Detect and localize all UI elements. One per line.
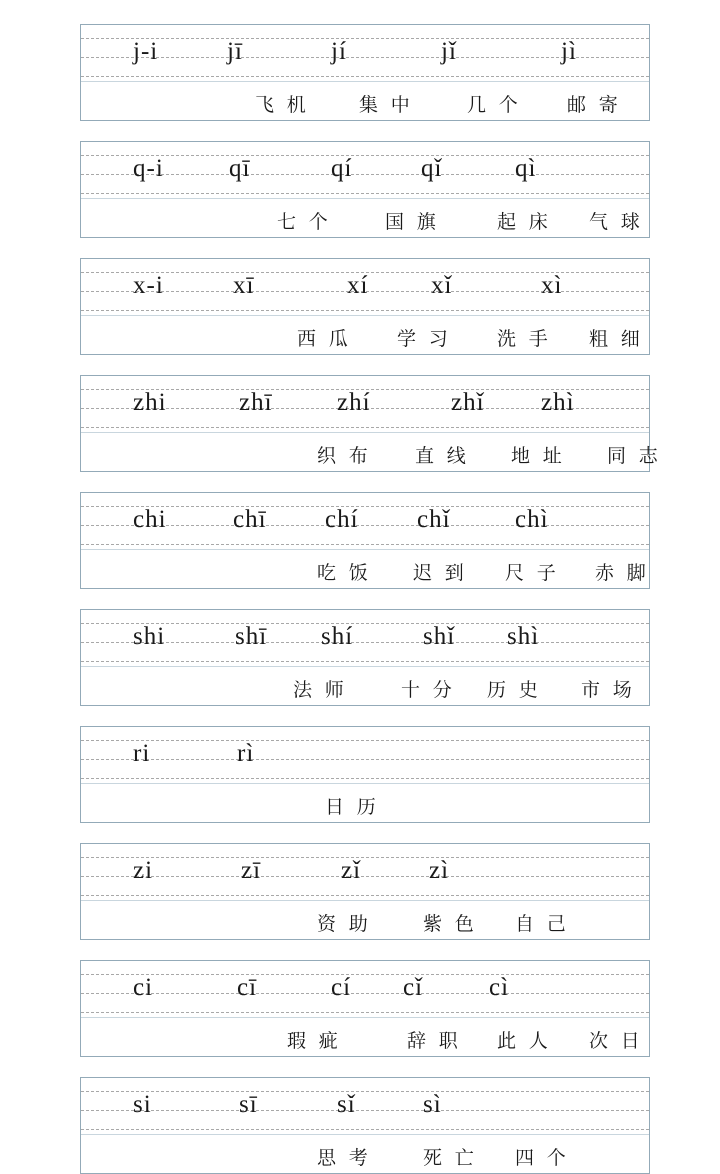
pinyin-syllable: sī bbox=[239, 1091, 258, 1118]
hanzi-word: 地 址 bbox=[511, 446, 566, 467]
hanzi-words-container bbox=[107, 1135, 633, 1173]
hanzi-word: 尺 子 bbox=[505, 563, 560, 584]
pinyin-staff bbox=[81, 259, 649, 315]
pinyin-syllable: jī bbox=[227, 38, 243, 65]
hanzi-word: 此 人 bbox=[497, 1031, 552, 1052]
hanzi-words-line bbox=[81, 784, 649, 822]
pinyin-syllable: cì bbox=[489, 974, 510, 1001]
pinyin-row-block bbox=[80, 609, 650, 706]
pinyin-syllable: chǐ bbox=[417, 506, 451, 533]
pinyin-syllable: rì bbox=[237, 740, 255, 767]
pinyin-staff bbox=[81, 610, 649, 666]
hanzi-words-container bbox=[107, 199, 644, 237]
pinyin-head-label: chi bbox=[133, 506, 167, 533]
hanzi-word: 洗 手 bbox=[497, 329, 552, 350]
hanzi-words-line bbox=[81, 1018, 649, 1056]
pinyin-staff bbox=[81, 142, 649, 198]
pinyin-row-block bbox=[80, 141, 650, 238]
hanzi-word: 起 床 bbox=[497, 212, 552, 233]
pinyin-syllable: shī bbox=[235, 623, 268, 650]
hanzi-words-line bbox=[81, 901, 649, 939]
pinyin-syllable: shì bbox=[507, 623, 540, 650]
pinyin-syllable: xǐ bbox=[431, 272, 453, 299]
pinyin-syllable-container bbox=[81, 376, 649, 432]
hanzi-word: 集 中 bbox=[359, 95, 414, 116]
hanzi-words-line bbox=[81, 316, 649, 354]
hanzi-words-container bbox=[107, 316, 644, 354]
hanzi-words-line bbox=[81, 199, 649, 237]
pinyin-syllable: shǐ bbox=[423, 623, 456, 650]
pinyin-staff bbox=[81, 493, 649, 549]
pinyin-head-label: zi bbox=[133, 857, 154, 884]
pinyin-head-label: q-i bbox=[133, 155, 164, 182]
pinyin-syllable: zhǐ bbox=[451, 389, 485, 416]
pinyin-syllable-container bbox=[81, 25, 649, 81]
hanzi-word: 历 史 bbox=[487, 680, 542, 701]
pinyin-syllable-container bbox=[81, 493, 649, 549]
hanzi-word: 市 场 bbox=[581, 680, 636, 701]
hanzi-word: 同 志 bbox=[607, 446, 662, 467]
pinyin-syllable: cǐ bbox=[403, 974, 424, 1001]
pinyin-head-label: zhi bbox=[133, 389, 167, 416]
hanzi-words-container bbox=[107, 433, 662, 471]
pinyin-staff bbox=[81, 376, 649, 432]
hanzi-words-line bbox=[81, 82, 649, 120]
hanzi-word: 飞 机 bbox=[255, 95, 310, 116]
hanzi-words-container bbox=[107, 550, 650, 588]
pinyin-staff bbox=[81, 727, 649, 783]
pinyin-row-block bbox=[80, 492, 650, 589]
hanzi-words-container bbox=[107, 667, 636, 705]
pinyin-syllable: zhí bbox=[337, 389, 371, 416]
pinyin-syllable: sǐ bbox=[337, 1091, 356, 1118]
hanzi-words-line bbox=[81, 1135, 649, 1173]
pinyin-syllable: sì bbox=[423, 1091, 442, 1118]
hanzi-words-container bbox=[107, 82, 633, 120]
hanzi-word: 国 旗 bbox=[385, 212, 440, 233]
hanzi-word: 迟 到 bbox=[413, 563, 468, 584]
pinyin-syllable: xí bbox=[347, 272, 369, 299]
pinyin-syllable: qí bbox=[331, 155, 353, 182]
hanzi-word: 辞 职 bbox=[407, 1031, 462, 1052]
hanzi-word: 自 己 bbox=[515, 914, 570, 935]
pinyin-syllable: cī bbox=[237, 974, 258, 1001]
pinyin-row-block bbox=[80, 24, 650, 121]
hanzi-word: 十 分 bbox=[401, 680, 456, 701]
pinyin-staff bbox=[81, 25, 649, 81]
pinyin-row-block bbox=[80, 375, 662, 472]
hanzi-word: 织 布 bbox=[317, 446, 372, 467]
pinyin-syllable: zǐ bbox=[341, 857, 362, 884]
hanzi-words-container bbox=[107, 1018, 644, 1056]
pinyin-head-label: shi bbox=[133, 623, 166, 650]
pinyin-syllable: zī bbox=[241, 857, 262, 884]
hanzi-word: 法 师 bbox=[293, 680, 348, 701]
pinyin-head-label: x-i bbox=[133, 272, 164, 299]
pinyin-syllable: qǐ bbox=[421, 155, 443, 182]
pinyin-syllable-container bbox=[81, 727, 649, 783]
pinyin-syllable-container bbox=[81, 844, 649, 900]
hanzi-word: 学 习 bbox=[397, 329, 452, 350]
hanzi-word: 紫 色 bbox=[423, 914, 478, 935]
hanzi-word: 粗 细 bbox=[589, 329, 644, 350]
pinyin-staff bbox=[81, 961, 649, 1017]
pinyin-syllable: chí bbox=[325, 506, 359, 533]
hanzi-words-line bbox=[81, 550, 649, 588]
pinyin-head-label: j-i bbox=[133, 38, 159, 65]
hanzi-words-container bbox=[107, 901, 633, 939]
hanzi-word: 气 球 bbox=[589, 212, 644, 233]
hanzi-word: 死 亡 bbox=[423, 1148, 478, 1169]
pinyin-syllable: xì bbox=[541, 272, 563, 299]
hanzi-word: 邮 寄 bbox=[567, 95, 622, 116]
hanzi-word: 几 个 bbox=[467, 95, 522, 116]
pinyin-syllable: zhì bbox=[541, 389, 575, 416]
pinyin-syllable: jí bbox=[331, 38, 347, 65]
pinyin-row-block bbox=[80, 843, 650, 940]
pinyin-syllable: qī bbox=[229, 155, 251, 182]
pinyin-syllable: jǐ bbox=[441, 38, 457, 65]
pinyin-syllable-container bbox=[81, 1078, 649, 1134]
hanzi-word: 思 考 bbox=[317, 1148, 372, 1169]
pinyin-syllable: zì bbox=[429, 857, 450, 884]
pinyin-syllable: qì bbox=[515, 155, 537, 182]
pinyin-syllable: zhī bbox=[239, 389, 273, 416]
pinyin-syllable-container bbox=[81, 259, 649, 315]
hanzi-word: 日 历 bbox=[325, 797, 380, 818]
pinyin-row-block bbox=[80, 258, 650, 355]
pinyin-syllable: xī bbox=[233, 272, 255, 299]
hanzi-word: 资 助 bbox=[317, 914, 372, 935]
pinyin-row-block bbox=[80, 726, 650, 823]
hanzi-word: 七 个 bbox=[277, 212, 332, 233]
pinyin-syllable: shí bbox=[321, 623, 354, 650]
pinyin-head-label: ri bbox=[133, 740, 151, 767]
hanzi-word: 赤 脚 bbox=[595, 563, 650, 584]
pinyin-head-label: si bbox=[133, 1091, 152, 1118]
hanzi-words-line bbox=[81, 433, 662, 471]
pinyin-row-block bbox=[80, 960, 650, 1057]
hanzi-words-container bbox=[107, 784, 633, 822]
hanzi-word: 次 日 bbox=[589, 1031, 644, 1052]
hanzi-word: 吃 饭 bbox=[317, 563, 372, 584]
hanzi-word: 四 个 bbox=[515, 1148, 570, 1169]
pinyin-syllable: jì bbox=[561, 38, 577, 65]
pinyin-syllable: chì bbox=[515, 506, 549, 533]
pinyin-syllable: chī bbox=[233, 506, 267, 533]
pinyin-syllable: cí bbox=[331, 974, 352, 1001]
hanzi-word: 直 线 bbox=[415, 446, 470, 467]
pinyin-head-label: ci bbox=[133, 974, 154, 1001]
hanzi-word: 西 瓜 bbox=[297, 329, 352, 350]
pinyin-staff bbox=[81, 844, 649, 900]
hanzi-words-line bbox=[81, 667, 649, 705]
hanzi-word: 瑕 疵 bbox=[287, 1031, 342, 1052]
pinyin-row-block bbox=[80, 1077, 650, 1174]
pinyin-syllable-container bbox=[81, 961, 649, 1017]
pinyin-staff bbox=[81, 1078, 649, 1134]
pinyin-syllable-container bbox=[81, 142, 649, 198]
pinyin-syllable-container bbox=[81, 610, 649, 666]
